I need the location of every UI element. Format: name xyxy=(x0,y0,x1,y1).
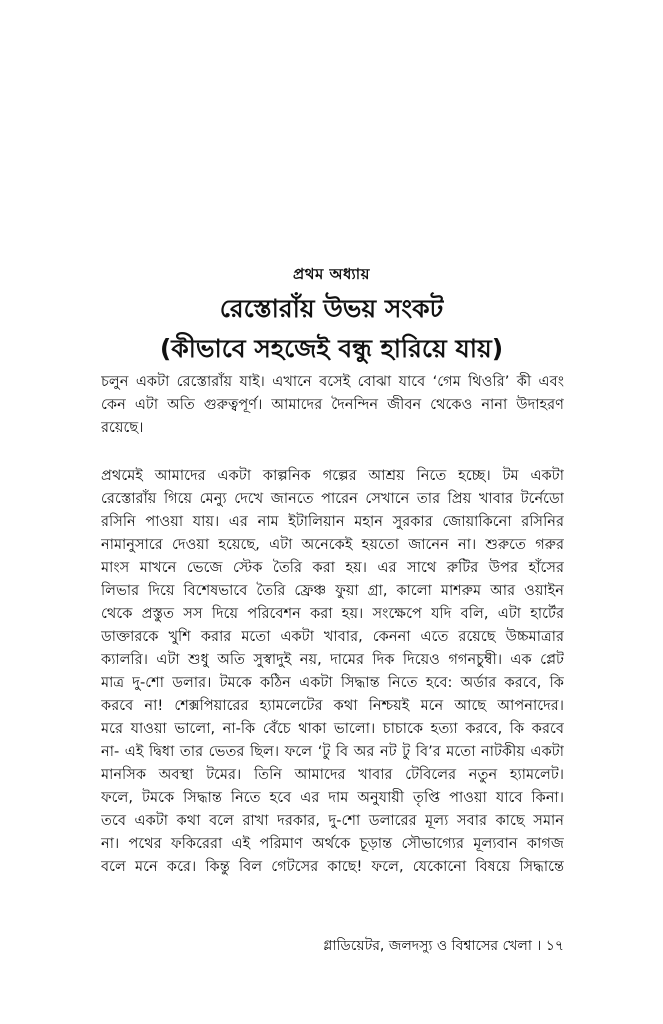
text-line: লিভার দিয়ে বিশেষভাবে তৈরি ফ্রেঞ্চ ফুয়া গ্রা, কালো মাশরুম আর ওয়াইন xyxy=(101,582,564,599)
running-footer: গ্লাডিয়েটর, জলদস্যু ও বিশ্বাসের খেলা । ১৭ xyxy=(323,938,564,954)
text-line: থেকে প্রস্তুত সস দিয়ে পরিবেশন করা হয়। সংক্ষেপে যদি বলি, এটা হার্টের xyxy=(101,605,564,622)
text-line: করবে না! শেক্সপিয়ারের হ্যামলেটের কথা নিশ্চয়ই মনে আছে আপনাদের। xyxy=(101,697,564,714)
text-line: ক্যালরি। এটা শুধু অতি সুস্বাদুই নয়, দামের দিক দিয়েও গগনচুম্বী। এক প্লেট xyxy=(101,651,564,668)
text-line: রসিনি পাওয়া যায়। এর নাম ইটালিয়ান মহান সুরকার জোয়াকিনো রসিনির xyxy=(101,513,564,530)
text-line: রেস্তোরাঁয় গিয়ে মেন্যু দেখে জানতে পারেন সেখানে তার প্রিয় খাবার টর্নেডো xyxy=(101,490,564,507)
text-line: মাংস মাখনে ভেজে স্টেক তৈরি করা হয়। এর সাথে রুটির উপর হাঁসের xyxy=(101,559,564,576)
text-line: তবে একটা কথা বলে রাখা দরকার, দু-শো ডলারের মূল্য সবার কাছে সমান xyxy=(101,812,564,829)
text-line: না- এই দ্বিধা তার ভেতর ছিল। ফলে ‘টু বি অর নট টু বি’র মতো নাটকীয় একটা xyxy=(101,743,564,760)
text-line: মরে যাওয়া ভালো, না-কি বেঁচে থাকা ভালো। চাচাকে হত্যা করবে, কি করবে xyxy=(101,720,564,737)
text-line: চলুন একটা রেস্তোরাঁয় যাই। এখানে বসেই বোঝা যাবে ‘গেম থিওরি’ কী এবং xyxy=(101,373,564,390)
chapter-label: প্রথম অধ্যায় xyxy=(293,265,370,283)
text-line: প্রথমেই আমাদের একটা কাল্পনিক গল্পের আশ্রয় নিতে হচ্ছে। টম একটা xyxy=(101,467,564,484)
paragraph-2 xyxy=(101,464,564,878)
text-line: মাত্র দু-শো ডলার। টমকে কঠিন একটা সিদ্ধান্ত নিতে হবে: অর্ডার করবে, কি xyxy=(101,674,564,691)
text-line: মানসিক অবস্থা টমের। তিনি আমাদের খাবার টেবিলের নতুন হ্যামলেট। xyxy=(101,766,564,783)
chapter-title: রেস্তোরাঁয় উভয় সংকট xyxy=(219,294,444,323)
text-line: না। পথের ফকিরেরা এই পরিমাণ অর্থকে চূড়ান্ত সৌভাগ্যের মূল্যবান কাগজ xyxy=(101,835,564,852)
text-line: ফলে, টমকে সিদ্ধান্ত নিতে হবে এর দাম অনুযায়ী তৃপ্তি পাওয়া যাবে কিনা। xyxy=(101,789,564,806)
text-line: রয়েছে। xyxy=(101,419,144,436)
text-line: ডাক্তারকে খুশি করার মতো একটা খাবার, কেননা এতে রয়েছে উচ্চমাত্রার xyxy=(101,628,564,645)
chapter-subtitle: (কীভাবে সহজেই বন্ধু হারিয়ে যায়) xyxy=(159,334,504,363)
text-line: কেন এটা অতি গুরুত্বপূর্ণ। আমাদের দৈনন্দিন জীবন থেকেও নানা উদাহরণ xyxy=(101,396,564,413)
text-line: বলে মনে করে। কিন্তু বিল গেটসের কাছে! ফলে, যেকোনো বিষয়ে সিদ্ধান্তে xyxy=(101,858,564,875)
paragraph-1 xyxy=(101,370,564,439)
text-line: নামানুসারে দেওয়া হয়েছে, এটা অনেকেই হয়তো জানেন না। শুরুতে গরুর xyxy=(101,536,564,553)
